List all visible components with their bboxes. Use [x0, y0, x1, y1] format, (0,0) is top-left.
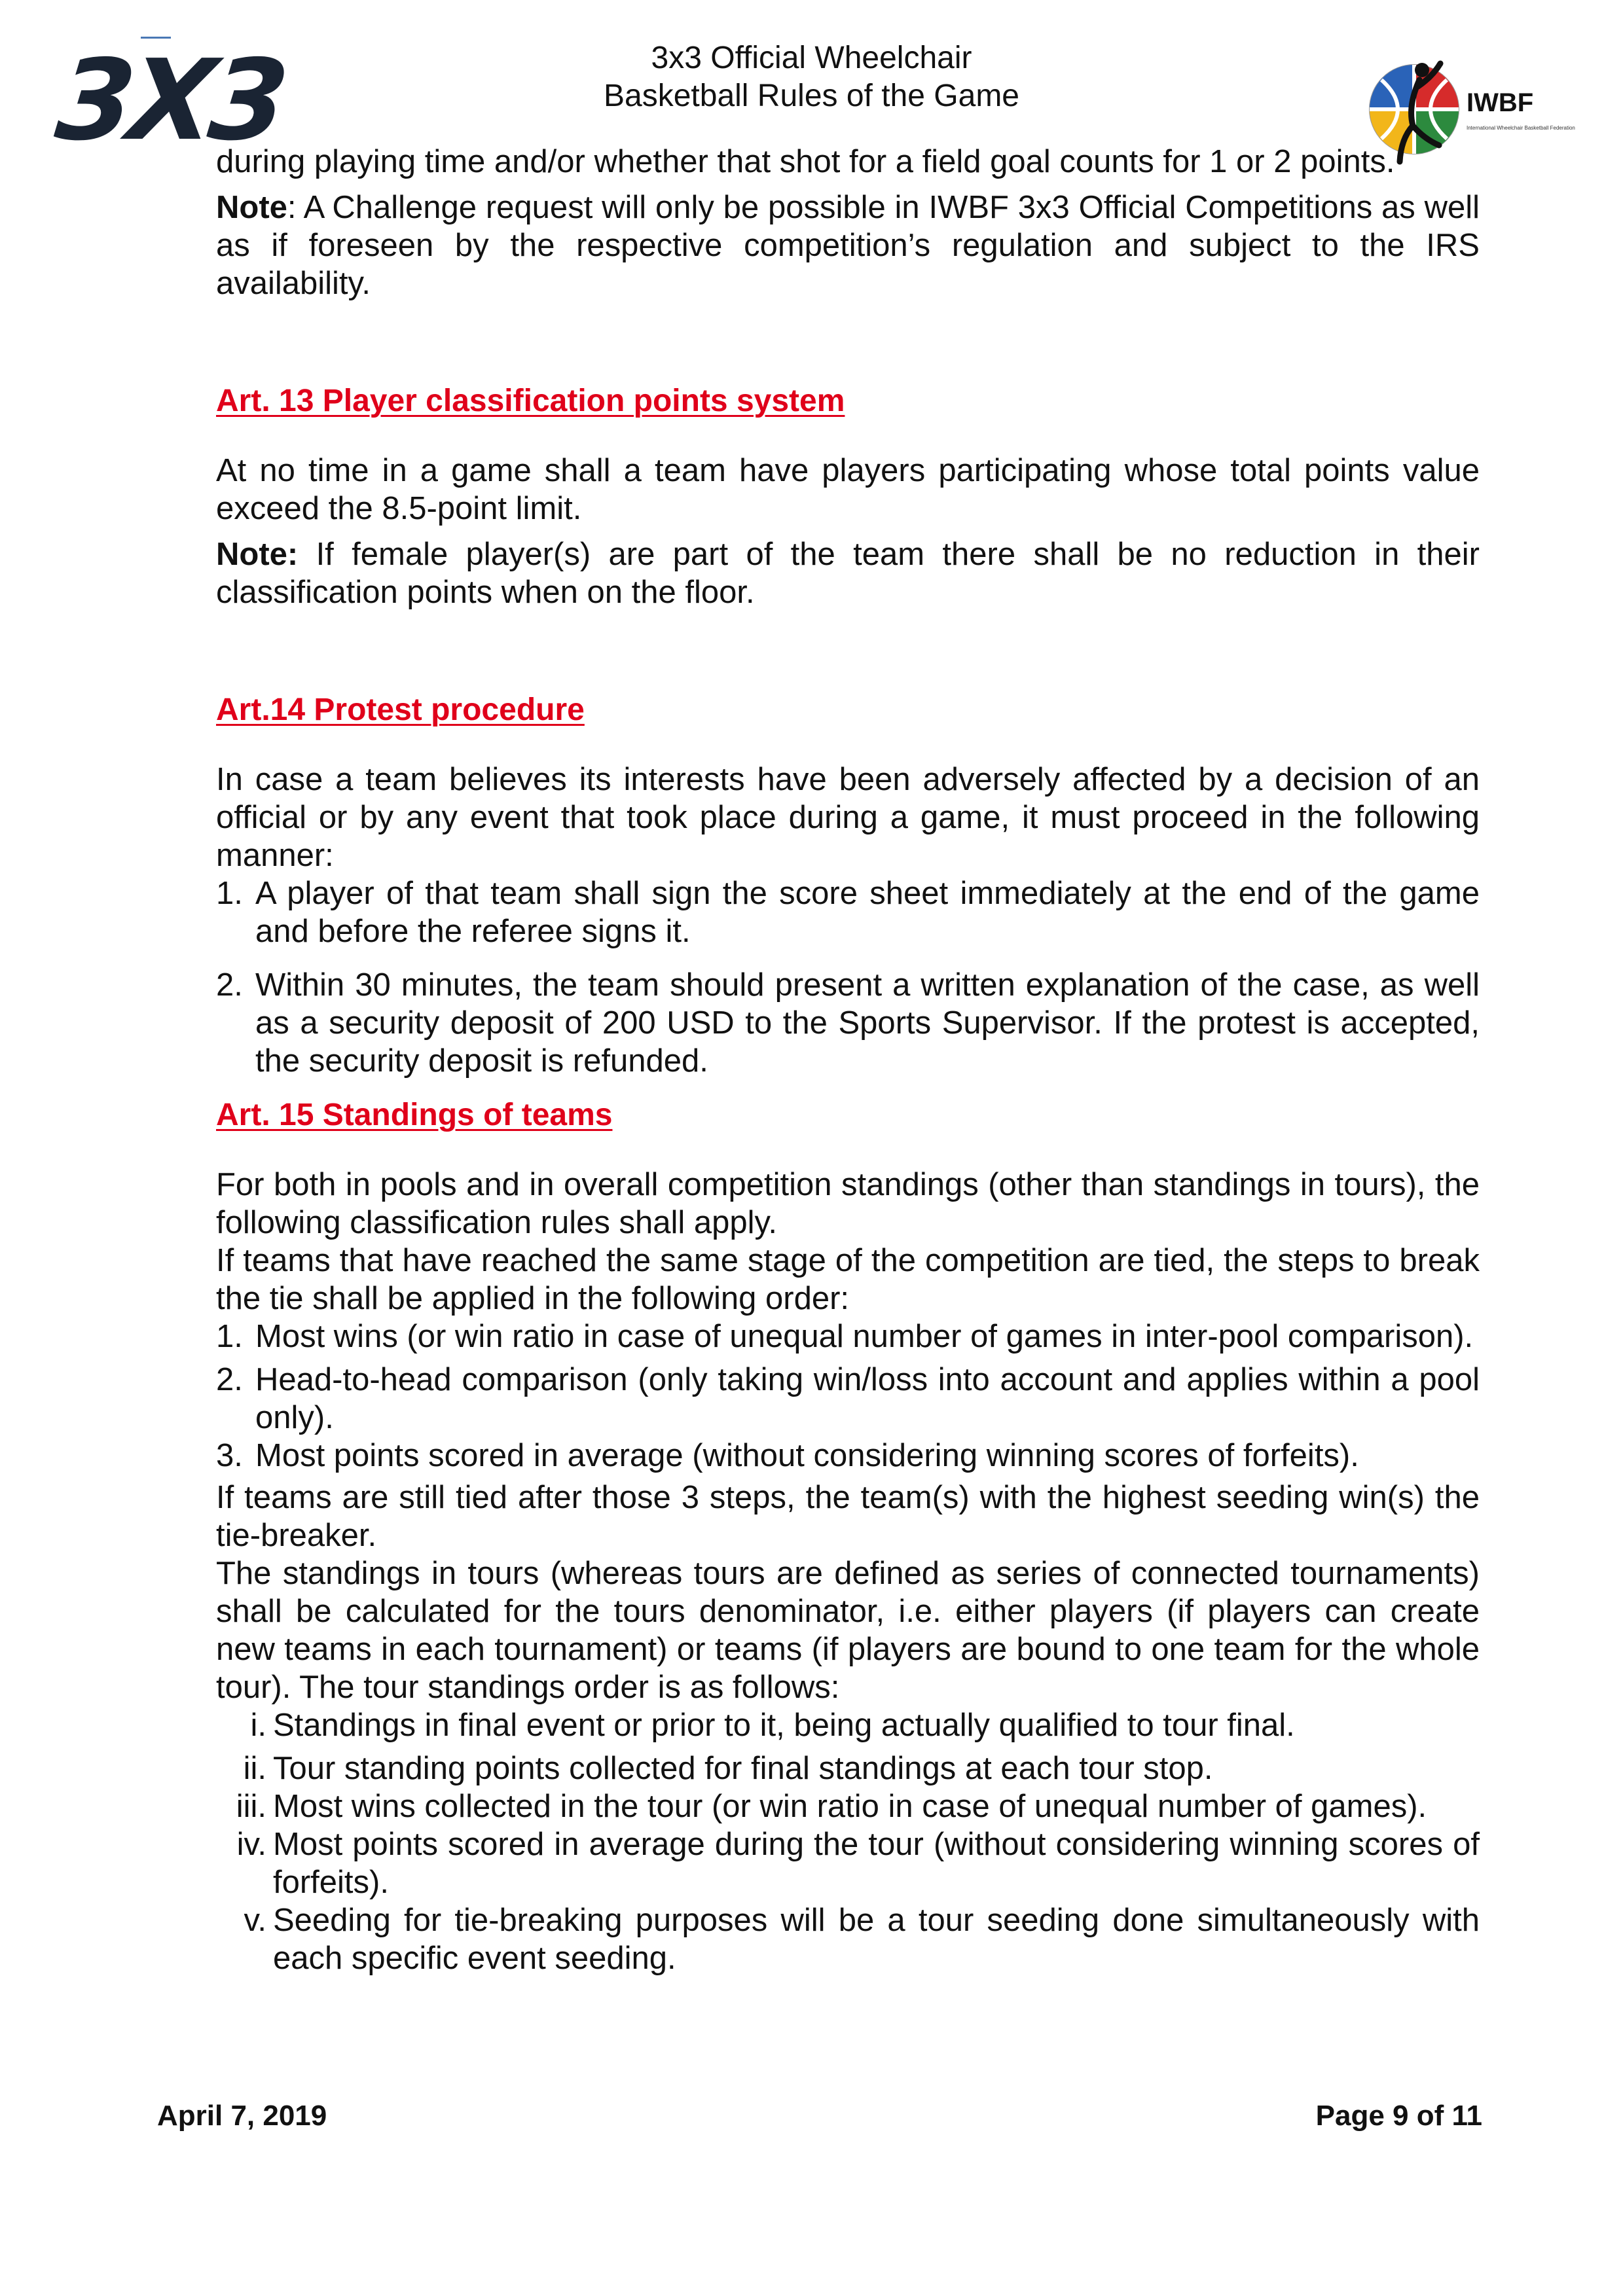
- list-number: 1.: [216, 876, 243, 911]
- list-item: [216, 1437, 1480, 1475]
- roman-text: Standings in final event or prior to it, being actually qualified to tour final.: [273, 1708, 1295, 1743]
- note-label: Note:: [216, 537, 299, 572]
- roman-number: ii.: [243, 1751, 266, 1786]
- roman-list-item: [216, 1787, 1480, 1825]
- roman-list-item: [216, 1825, 1480, 1901]
- art15-paragraph-4: The standings in tours (whereas tours are defined as series of connected tournaments) shall be calculated for the tours denominator, i.e. either players (if players can create new teams in each tournament) or teams (if players are bound to one team for the whole tour). The tour standings order is as follows:: [216, 1556, 1480, 1705]
- list-item: [216, 1318, 1480, 1355]
- list-text: Most points scored in average (without considering winning scores of forfeits).: [255, 1438, 1359, 1473]
- footer-date: April 7, 2019: [157, 2100, 327, 2132]
- roman-number: i.: [250, 1708, 266, 1743]
- note-text: If female player(s) are part of the team there shall be no reduction in their classification points when on the floor.: [216, 537, 1480, 610]
- roman-number: v.: [244, 1903, 266, 1938]
- list-item: [216, 966, 1480, 1080]
- note-label: Note: [216, 190, 287, 225]
- roman-text: Seeding for tie-breaking purposes will be a tour seeding done simultaneously with each specific event seeding.: [273, 1903, 1480, 1976]
- list-number: 3.: [216, 1438, 243, 1473]
- list-number: 1.: [216, 1319, 243, 1354]
- art13-heading: Art. 13 Player classification points system: [216, 384, 845, 418]
- continued-paragraph: during playing time and/or whether that shot for a field goal counts for 1 or 2 points.: [216, 144, 1395, 179]
- page-footer: [157, 2100, 1482, 2132]
- roman-text: Most wins collected in the tour (or win ratio in case of unequal number of games).: [273, 1789, 1427, 1824]
- art15-paragraph-2: If teams that have reached the same stage of the competition are tied, the steps to break the tie shall be applied in the following order:: [216, 1243, 1480, 1316]
- iwbf-subtitle: International Wheelchair Basketball Federation: [1467, 125, 1575, 131]
- footer-page-number: Page 9 of 11: [1315, 2100, 1482, 2132]
- roman-list-item: [216, 1901, 1480, 1977]
- list-item: [216, 874, 1480, 950]
- header-title-line-1: 3x3 Official Wheelchair: [651, 41, 972, 75]
- art15-paragraph-1: For both in pools and in overall competition standings (other than standings in tours), the following classification rules shall apply.: [216, 1167, 1480, 1240]
- art15-heading: Art. 15 Standings of teams: [216, 1098, 613, 1132]
- list-text: Head-to-head comparison (only taking win/loss into account and applies within a pool only).: [255, 1362, 1480, 1435]
- art14-heading: Art.14 Protest procedure: [216, 692, 585, 727]
- header-title-line-2: Basketball Rules of the Game: [604, 79, 1019, 113]
- iwbf-label: IWBF: [1467, 88, 1534, 117]
- list-text: Most wins (or win ratio in case of unequal number of games in inter-pool comparison).: [255, 1319, 1474, 1354]
- roman-list-item: [216, 1749, 1480, 1787]
- page-body: [216, 143, 1480, 1977]
- art15-paragraph-3: If teams are still tied after those 3 steps, the team(s) with the highest seeding win(s) the tie-breaker.: [216, 1480, 1480, 1553]
- 3x3-logo-text: 3X3: [50, 36, 289, 166]
- list-number: 2.: [216, 967, 243, 1003]
- roman-text: Most points scored in average during the tour (without considering winning scores of forfeits).: [273, 1827, 1480, 1900]
- list-text: A player of that team shall sign the score sheet immediately at the end of the game and before the referee signs it.: [255, 876, 1480, 949]
- art13-paragraph: At no time in a game shall a team have players participating whose total points value exceed the 8.5-point limit.: [216, 453, 1480, 526]
- roman-list-item: [216, 1706, 1480, 1744]
- roman-text: Tour standing points collected for final standings at each tour stop.: [273, 1751, 1213, 1786]
- note-text: : A Challenge request will only be possible in IWBF 3x3 Official Competitions as well as if foreseen by the respective competition’s regulation and subject to the IRS availability.: [216, 190, 1480, 301]
- roman-number: iv.: [236, 1827, 266, 1862]
- art14-intro: In case a team believes its interests have been adversely affected by a decision of an official or by any event that took place during a game, it must proceed in the following manner:: [216, 762, 1480, 873]
- note-challenge: [216, 188, 1480, 302]
- note-female-players: [216, 535, 1480, 611]
- roman-number: iii.: [236, 1789, 266, 1824]
- list-number: 2.: [216, 1362, 243, 1397]
- list-text: Within 30 minutes, the team should present a written explanation of the case, as well as a security deposit of 200 USD to the Sports Supervisor. If the protest is accepted, the security deposit is refunded.: [255, 967, 1480, 1079]
- list-item: [216, 1361, 1480, 1437]
